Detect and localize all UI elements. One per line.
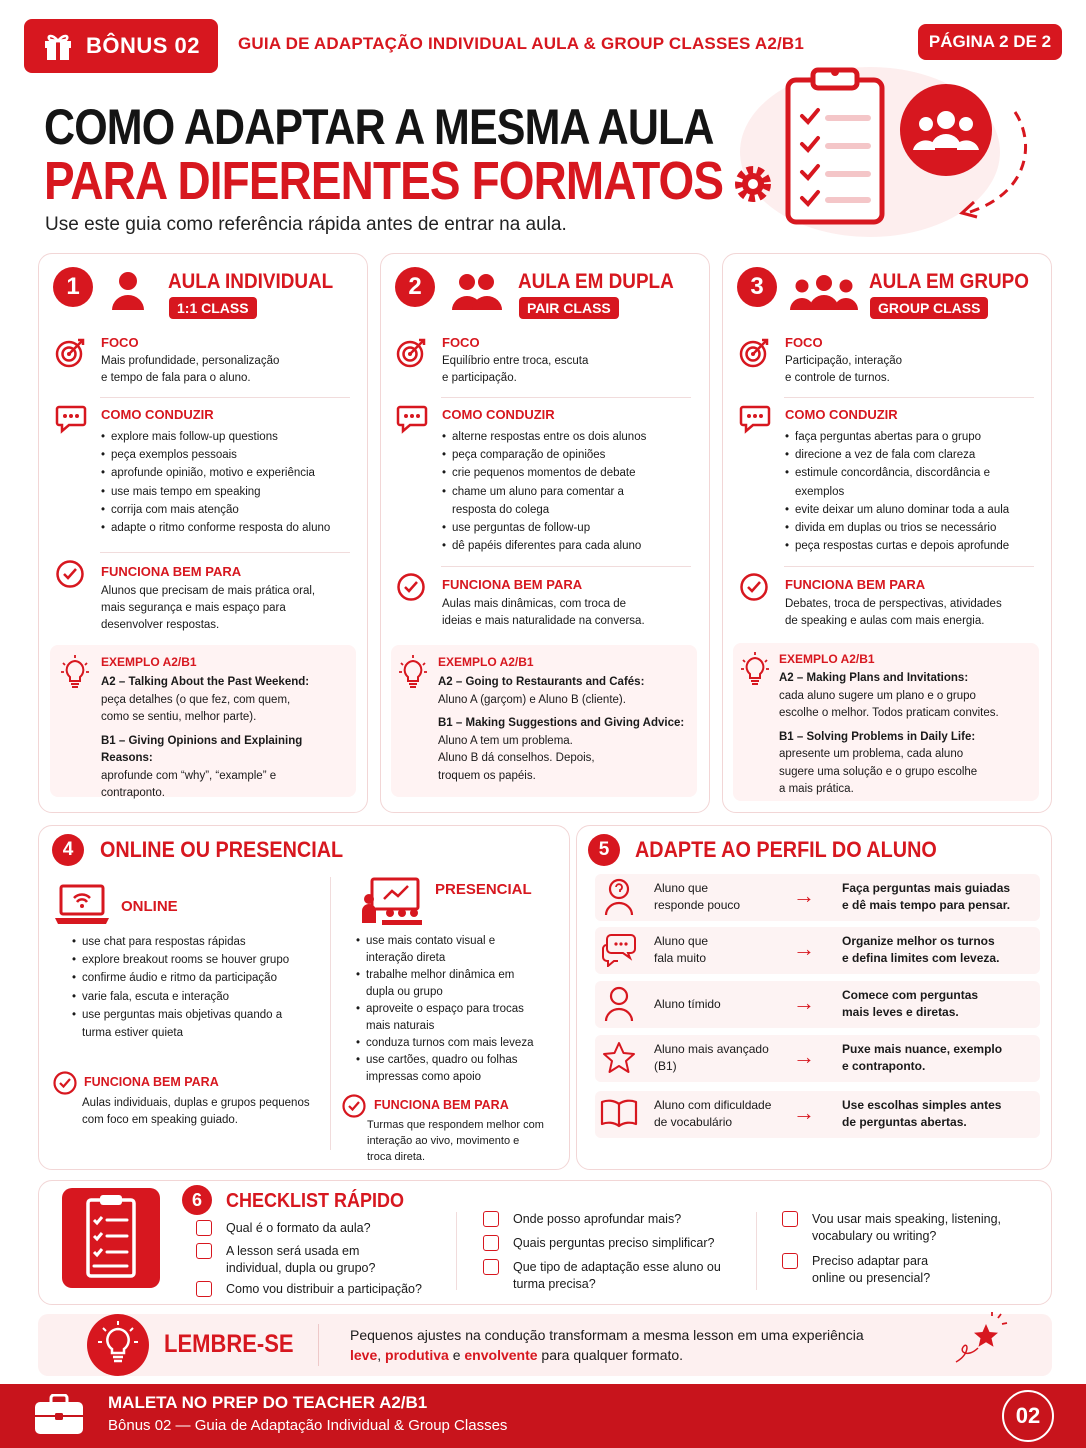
section-title: ONLINE OU PRESENCIAL bbox=[100, 837, 344, 862]
profile-right: Puxe mais nuance, exemplo e contraponto. bbox=[842, 1042, 1003, 1073]
list-item: • crie pequenos momentos de debate bbox=[442, 464, 672, 482]
divider bbox=[330, 877, 331, 1150]
list-item: • varie fala, escuta e interação bbox=[72, 988, 322, 1006]
checkbox[interactable] bbox=[196, 1220, 212, 1236]
list-item: • aproveite o espaço para trocas mais naturais bbox=[356, 1001, 541, 1035]
works-label: FUNCIONA BEM PARA bbox=[785, 577, 926, 592]
online-works-label: FUNCIONA BEM PARA bbox=[84, 1075, 219, 1089]
list-item: • dê papéis diferentes para cada aluno bbox=[442, 537, 672, 555]
example-text: A2 – Going to Restaurants and Cafés: Aluno A (garçom) e Aluno B (cliente). B1 – Making Suggestions and Giving Advice: Aluno A tem um problema. Aluno B dá conselhos. Depois, troquem os papéis. bbox=[438, 676, 685, 782]
group-icon bbox=[790, 274, 858, 312]
footer-subtitle: Bônus 02 — Guia de Adaptação Individual & Group Classes bbox=[108, 1417, 508, 1434]
clipboard-icon bbox=[788, 68, 882, 222]
number-badge: 1 bbox=[53, 267, 93, 307]
profile-left: Aluno que responde pouco bbox=[654, 881, 741, 912]
profile-right: Comece com perguntas mais leves e diretas. bbox=[842, 988, 979, 1019]
profile-left: Aluno tímido bbox=[654, 997, 721, 1011]
divider bbox=[456, 1212, 457, 1290]
checklist-col3 bbox=[782, 1211, 1032, 1287]
hero-illustration bbox=[720, 52, 1050, 237]
two-people-icon bbox=[450, 272, 502, 312]
lightbulb-icon bbox=[740, 652, 770, 686]
arrow-right-icon: → bbox=[793, 1044, 815, 1069]
lightbulb-icon bbox=[60, 655, 90, 689]
main-title-line2: PARA DIFERENTES FORMATOS bbox=[44, 151, 724, 211]
chat-icon bbox=[396, 404, 428, 434]
divider bbox=[784, 397, 1034, 398]
profile-right: Use escolhas simples antes de perguntas abertas. bbox=[842, 1098, 1002, 1129]
list-item: • estimule concordância, discordância e exemplos bbox=[785, 464, 1000, 500]
briefcase-icon bbox=[34, 1394, 84, 1436]
presencial-works-text: Turmas que respondem melhor com interação ao vivo, movimento e troca direta. bbox=[367, 1119, 544, 1163]
number-badge: 3 bbox=[737, 267, 777, 307]
checklist-item: A lesson será usada em individual, dupla ou grupo? bbox=[226, 1244, 376, 1275]
check-circle-icon bbox=[739, 572, 769, 602]
list-item: • peça exemplos pessoais bbox=[101, 446, 356, 464]
checklist-item: Preciso adaptar para online ou presencial? bbox=[812, 1254, 931, 1285]
number-badge: 5 bbox=[588, 834, 620, 866]
check-circle-icon bbox=[396, 572, 426, 602]
bonus-label: BÔNUS 02 bbox=[86, 33, 201, 58]
focus-label: FOCO bbox=[442, 335, 480, 350]
group-icon bbox=[900, 84, 992, 176]
check-circle-icon bbox=[55, 559, 85, 589]
footer-title: MALETA NO PREP DO TEACHER A2/B1 bbox=[108, 1393, 428, 1412]
list-item: • use perguntas mais objetivas quando a turma estiver quieta bbox=[72, 1006, 302, 1042]
profile-left: Aluno que fala muito bbox=[654, 934, 709, 965]
page-badge: PÁGINA 2 DE 2 bbox=[918, 24, 1062, 60]
list-item: • divida em duplas ou trios se necessário bbox=[785, 519, 1025, 537]
person-question-icon bbox=[603, 878, 635, 916]
list-item: • alterne respostas entre os dois alunos bbox=[442, 428, 672, 446]
divider bbox=[100, 552, 350, 553]
section-title: CHECKLIST RÁPIDO bbox=[226, 1190, 405, 1212]
list-item: • use cartões, quadro ou folhas impressas como apoio bbox=[356, 1052, 541, 1086]
checkbox[interactable] bbox=[196, 1243, 212, 1259]
divider bbox=[756, 1212, 757, 1290]
conduct-list bbox=[101, 428, 356, 537]
list-item: • explore mais follow-up questions bbox=[101, 428, 356, 446]
star-icon bbox=[948, 1312, 1010, 1368]
list-item: • use perguntas de follow-up bbox=[442, 519, 672, 537]
list-item: • confirme áudio e ritmo da participação bbox=[72, 969, 322, 987]
list-item: • peça respostas curtas e depois aprofunde bbox=[785, 537, 1025, 555]
target-icon bbox=[395, 336, 429, 370]
check-circle-icon bbox=[52, 1070, 78, 1096]
conduct-label: COMO CONDUZIR bbox=[442, 407, 555, 422]
online-label: ONLINE bbox=[121, 898, 178, 915]
works-text: Alunos que precisam de mais prática oral, mais segurança e mais espaço para desenvolver respostas. bbox=[101, 585, 316, 631]
lightbulb-icon bbox=[398, 655, 428, 689]
number-badge: 2 bbox=[395, 267, 435, 307]
works-text: Debates, troca de perspectivas, atividades de speaking e aulas com mais energia. bbox=[785, 598, 1002, 627]
list-item: • evite deixar um aluno dominar toda a aula bbox=[785, 501, 1025, 519]
chat-icon bbox=[55, 404, 87, 434]
example-label: EXEMPLO A2/B1 bbox=[779, 652, 875, 666]
example-label: EXEMPLO A2/B1 bbox=[438, 655, 534, 669]
divider bbox=[441, 566, 691, 567]
profile-right: Organize melhor os turnos e defina limites com leveza. bbox=[842, 934, 1000, 965]
check-circle-icon bbox=[341, 1093, 367, 1119]
example-label: EXEMPLO A2/B1 bbox=[101, 655, 197, 669]
checkbox[interactable] bbox=[483, 1211, 499, 1227]
presencial-label: PRESENCIAL bbox=[435, 881, 532, 898]
checkbox[interactable] bbox=[483, 1259, 499, 1275]
checklist-col1 bbox=[196, 1220, 446, 1298]
checklist-item: Como vou distribuir a participação? bbox=[226, 1282, 422, 1296]
online-list bbox=[72, 933, 322, 1042]
list-item: • use mais contato visual e interação direta bbox=[356, 933, 541, 967]
example-text: A2 – Making Plans and Invitations: cada aluno sugere um plano e o grupo escolhe o melhor. Todos praticam convites. B1 – Solving Problems in Daily Life: apresente um problema, cada aluno sugere uma solução e o grupo escolhe a mais prática. bbox=[779, 672, 999, 795]
classroom-icon bbox=[362, 877, 422, 925]
page-number: 02 bbox=[1002, 1390, 1054, 1442]
lightbulb-icon bbox=[86, 1313, 150, 1377]
divider bbox=[441, 397, 691, 398]
gift-icon bbox=[42, 30, 74, 62]
works-label: FUNCIONA BEM PARA bbox=[442, 577, 583, 592]
arrow-right-icon: → bbox=[793, 883, 815, 908]
focus-text: Mais profundidade, personalização e tempo de fala para o aluno. bbox=[101, 355, 280, 384]
list-item: • use chat para respostas rápidas bbox=[72, 933, 322, 951]
bonus-badge bbox=[24, 19, 218, 73]
profile-left: Aluno mais avançado (B1) bbox=[654, 1042, 769, 1073]
works-label: FUNCIONA BEM PARA bbox=[101, 564, 242, 579]
list-item: • explore breakout rooms se houver grupo bbox=[72, 951, 322, 969]
conduct-label: COMO CONDUZIR bbox=[785, 407, 898, 422]
list-item: • trabalhe melhor dinâmica em dupla ou grupo bbox=[356, 967, 541, 1001]
conduct-list bbox=[785, 428, 1025, 555]
checkbox[interactable] bbox=[483, 1235, 499, 1251]
checklist-item: Qual é o formato da aula? bbox=[226, 1221, 371, 1235]
main-title-line1: COMO ADAPTAR A MESMA AULA bbox=[44, 99, 714, 155]
target-icon bbox=[54, 336, 88, 370]
header-title: GUIA DE ADAPTAÇÃO INDIVIDUAL AULA & GROUP CLASSES A2/B1 bbox=[238, 34, 805, 53]
list-item: • chame um aluno para comentar a resposta do colega bbox=[442, 483, 632, 519]
list-item: • aprofunde opinião, motivo e experiência bbox=[101, 464, 356, 482]
presencial-list bbox=[356, 933, 541, 1086]
column-title: AULA EM GRUPO bbox=[869, 270, 1029, 293]
focus-text: Equilíbrio entre troca, escuta e participação. bbox=[442, 355, 589, 384]
list-item: • conduza turnos com mais leveza bbox=[356, 1035, 541, 1052]
presencial-works-label: FUNCIONA BEM PARA bbox=[374, 1098, 509, 1112]
checklist-item: Que tipo de adaptação esse aluno ou turma precisa? bbox=[513, 1260, 721, 1291]
checklist-item: Vou usar mais speaking, listening, vocabulary ou writing? bbox=[812, 1212, 1001, 1243]
column-title: AULA EM DUPLA bbox=[518, 270, 674, 293]
number-badge: 4 bbox=[52, 834, 84, 866]
checklist-item: Onde posso aprofundar mais? bbox=[513, 1212, 682, 1226]
subtitle: Use este guia como referência rápida antes de entrar na aula. bbox=[45, 214, 567, 235]
checkbox[interactable] bbox=[782, 1211, 798, 1227]
divider bbox=[784, 566, 1034, 567]
book-icon bbox=[600, 1099, 638, 1129]
person-icon bbox=[110, 270, 146, 310]
checklist-item: Quais perguntas preciso simplificar? bbox=[513, 1236, 715, 1250]
list-item: • adapte o ritmo conforme resposta do aluno bbox=[101, 519, 356, 537]
checklist-col2 bbox=[483, 1211, 733, 1293]
list-item: • faça perguntas abertas para o grupo bbox=[785, 428, 1025, 446]
arrow-right-icon: → bbox=[793, 936, 815, 961]
profile-left: Aluno com dificuldade de vocabulário bbox=[654, 1098, 772, 1129]
profile-right: Faça perguntas mais guiadas e dê mais tempo para pensar. bbox=[842, 881, 1011, 912]
laptop-wifi-icon bbox=[54, 884, 110, 926]
number-badge: 6 bbox=[182, 1185, 212, 1215]
conduct-list bbox=[442, 428, 672, 555]
list-item: • direcione a vez de fala com clareza bbox=[785, 446, 1025, 464]
reminder-label: LEMBRE-SE bbox=[164, 1330, 294, 1358]
conduct-label: COMO CONDUZIR bbox=[101, 407, 214, 422]
works-text: Aulas mais dinâmicas, com troca de ideias e mais naturalidade na conversa. bbox=[442, 598, 645, 627]
class-tag: GROUP CLASS bbox=[870, 297, 988, 319]
online-works-text: Aulas individuais, duplas e grupos pequenos com foco em speaking guiado. bbox=[82, 1097, 310, 1126]
person-icon bbox=[604, 986, 634, 1022]
clipboard-icon bbox=[62, 1188, 160, 1288]
list-item: • corrija com mais atenção bbox=[101, 501, 356, 519]
arrow-right-icon: → bbox=[793, 990, 815, 1015]
reminder-text: Pequenos ajustes na condução transformam a mesma lesson em uma experiência leve, produtiva e envolvente para qualquer formato. bbox=[350, 1327, 864, 1363]
chat-icon bbox=[739, 404, 771, 434]
divider bbox=[100, 397, 350, 398]
class-tag: 1:1 CLASS bbox=[169, 297, 257, 319]
focus-label: FOCO bbox=[101, 335, 139, 350]
checkbox[interactable] bbox=[196, 1281, 212, 1297]
class-tag: PAIR CLASS bbox=[519, 297, 619, 319]
divider bbox=[318, 1324, 319, 1366]
section-title: ADAPTE AO PERFIL DO ALUNO bbox=[635, 837, 937, 862]
column-title: AULA INDIVIDUAL bbox=[168, 270, 334, 293]
star-icon bbox=[602, 1041, 636, 1075]
focus-label: FOCO bbox=[785, 335, 823, 350]
list-item: • use mais tempo em speaking bbox=[101, 483, 356, 501]
target-icon bbox=[738, 336, 772, 370]
chat-icon bbox=[601, 933, 637, 967]
checkbox[interactable] bbox=[782, 1253, 798, 1269]
example-text: A2 – Talking About the Past Weekend: peça detalhes (o que fez, com quem, como se sentiu, melhor parte). B1 – Giving Opinions and Explaining Reasons: aprofunde com “why”, “example” e contraponto. bbox=[101, 676, 310, 799]
arrow-right-icon: → bbox=[793, 1100, 815, 1125]
focus-text: Participação, interação e controle de turnos. bbox=[785, 355, 902, 384]
list-item: • peça comparação de opiniões bbox=[442, 446, 672, 464]
